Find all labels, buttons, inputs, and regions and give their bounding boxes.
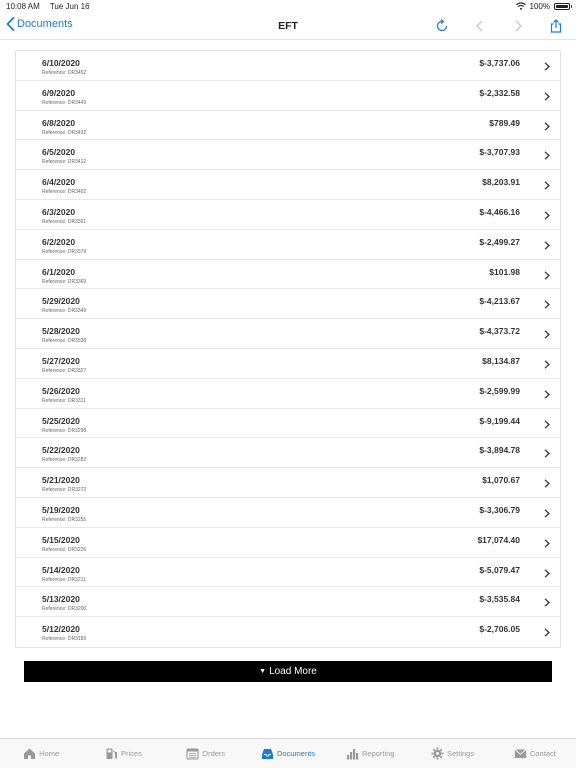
chevron-right-icon	[544, 211, 550, 220]
calendar-icon	[186, 747, 199, 760]
eft-row[interactable]	[16, 498, 560, 528]
eft-date: 5/26/2020	[42, 385, 80, 396]
status-bar	[0, 0, 576, 12]
eft-date: 6/10/2020	[42, 58, 80, 68]
eft-amount: $8,134.87	[482, 355, 520, 366]
eft-reference: Reference: DR3369	[42, 278, 87, 285]
eft-date: 5/19/2020	[42, 504, 80, 515]
eft-amount: $17,074.40	[477, 534, 520, 545]
tab-prices[interactable]	[82, 739, 164, 768]
eft-date: 6/5/2020	[42, 147, 76, 158]
eft-row[interactable]	[16, 409, 560, 439]
eft-reference: Reference: DR3311	[42, 397, 86, 404]
eft-date: 6/9/2020	[42, 87, 76, 98]
envelope-icon	[514, 747, 527, 760]
eft-amount: $-3,306.79	[479, 504, 520, 515]
tab-settings[interactable]	[411, 739, 493, 768]
eft-amount: $789.49	[489, 117, 520, 128]
tab-label: Contact	[529, 749, 556, 758]
back-button-label: Documents	[17, 18, 73, 30]
eft-date: 5/22/2020	[42, 445, 80, 456]
eft-row[interactable]	[16, 528, 560, 558]
battery-icon	[554, 3, 570, 10]
eft-row[interactable]	[16, 319, 560, 349]
eft-date: 6/3/2020	[42, 206, 76, 217]
eft-amount: $-2,706.05	[479, 624, 520, 635]
gear-icon	[431, 747, 444, 760]
fuel-pump-icon	[105, 747, 118, 760]
eft-amount: $-2,599.99	[479, 385, 520, 396]
eft-amount: $-3,737.06	[479, 58, 520, 68]
eft-date: 6/4/2020	[42, 177, 76, 188]
chevron-right-icon	[544, 151, 550, 160]
eft-reference: Reference: DR3412	[42, 159, 87, 166]
eft-document-list	[15, 50, 561, 648]
eft-reference: Reference: DR3338	[42, 338, 87, 345]
battery-level	[556, 5, 568, 8]
tab-home[interactable]	[0, 739, 82, 768]
share-button[interactable]	[546, 17, 566, 35]
chevron-right-icon	[544, 300, 550, 309]
eft-row[interactable]	[16, 200, 560, 230]
chevron-right-icon	[544, 62, 550, 71]
eft-date: 5/13/2020	[42, 594, 80, 605]
eft-reference: Reference: DR3211	[42, 576, 86, 583]
eft-row[interactable]	[16, 349, 560, 379]
eft-reference: Reference: DR3272	[42, 487, 87, 494]
eft-reference: Reference: DR3189	[42, 636, 87, 643]
eft-reference: Reference: DR3255	[42, 516, 87, 523]
chevron-right-icon	[544, 92, 550, 101]
eft-date: 5/27/2020	[42, 355, 80, 366]
eft-date: 5/15/2020	[42, 534, 80, 545]
eft-row[interactable]	[16, 51, 560, 81]
eft-row[interactable]	[16, 617, 560, 647]
eft-date: 5/29/2020	[42, 296, 80, 307]
tab-contact[interactable]	[494, 739, 576, 768]
tab-label: Home	[39, 749, 60, 758]
tab-bar	[0, 738, 576, 768]
eft-row[interactable]	[16, 260, 560, 290]
eft-reference: Reference: DR3327	[42, 367, 87, 374]
chevron-right-icon	[544, 122, 550, 131]
chevron-right-icon	[544, 330, 550, 339]
navigation-bar	[0, 12, 576, 40]
eft-row[interactable]	[16, 81, 560, 111]
refresh-button[interactable]	[432, 17, 452, 35]
eft-amount: $101.98	[489, 266, 520, 277]
chevron-right-icon	[511, 19, 525, 33]
eft-row[interactable]	[16, 587, 560, 617]
chevron-right-icon	[544, 360, 550, 369]
eft-amount: $-3,894.78	[479, 445, 520, 456]
caret-down-icon: ▼	[259, 668, 267, 675]
chevron-left-icon	[473, 19, 487, 33]
share-icon	[549, 19, 563, 33]
eft-date: 5/21/2020	[42, 475, 80, 486]
eft-reference: Reference: DR3402	[42, 189, 87, 196]
tab-label: Reporting	[362, 749, 395, 758]
chevron-right-icon	[544, 449, 550, 458]
eft-amount: $-3,535.84	[479, 594, 520, 605]
eft-row[interactable]	[16, 140, 560, 170]
chevron-right-icon	[544, 420, 550, 429]
eft-amount: $-4,373.72	[479, 326, 520, 337]
chevron-right-icon	[544, 241, 550, 250]
eft-reference: Reference: DR3200	[42, 606, 87, 613]
eft-date: 5/12/2020	[42, 624, 80, 635]
eft-reference: Reference: DR3349	[42, 308, 87, 315]
tab-label: Orders	[202, 749, 226, 758]
eft-date: 5/14/2020	[42, 564, 80, 575]
eft-reference: Reference: DR3443	[42, 99, 87, 106]
eft-row[interactable]	[16, 558, 560, 588]
eft-amount: $-4,466.16	[479, 206, 520, 217]
chevron-right-icon	[544, 628, 550, 637]
eft-reference: Reference: DR3391	[42, 218, 87, 225]
eft-reference: Reference: DR3226	[42, 546, 87, 553]
eft-amount: $-9,199.44	[479, 415, 520, 426]
previous-button[interactable]	[470, 17, 490, 35]
inbox-icon	[261, 747, 274, 760]
page-title: EFT	[278, 20, 298, 32]
eft-amount: $-4,213.67	[479, 296, 520, 307]
status-date: Tue Jun 16	[49, 1, 90, 11]
eft-reference: Reference: DR3432	[42, 129, 87, 136]
chevron-right-icon	[544, 181, 550, 190]
eft-reference: Reference: DR3282	[42, 457, 87, 464]
chevron-right-icon	[544, 271, 550, 280]
eft-amount: $8,203.91	[482, 177, 520, 188]
eft-amount: $-2,332.58	[479, 87, 520, 98]
wifi-icon	[516, 2, 526, 10]
tab-reporting[interactable]	[329, 739, 411, 768]
eft-date: 5/28/2020	[42, 326, 80, 337]
eft-row[interactable]	[16, 111, 560, 141]
eft-date: 6/8/2020	[42, 117, 76, 128]
eft-row[interactable]	[16, 289, 560, 319]
next-button[interactable]	[508, 17, 528, 35]
chevron-right-icon	[544, 569, 550, 578]
eft-amount: $-5,079.47	[479, 564, 520, 575]
eft-date: 6/1/2020	[42, 266, 76, 277]
tab-orders[interactable]	[165, 739, 247, 768]
status-time: 10:08 AM	[6, 1, 40, 11]
home-icon	[23, 747, 36, 760]
tab-documents[interactable]	[247, 739, 329, 768]
eft-amount: $1,070.67	[482, 475, 520, 486]
chevron-right-icon	[544, 509, 550, 518]
eft-row[interactable]	[16, 468, 560, 498]
chevron-right-icon	[544, 539, 550, 548]
load-more-label: Load More	[269, 666, 317, 677]
eft-row[interactable]	[16, 438, 560, 468]
eft-amount: $-3,707.93	[479, 147, 520, 158]
chevron-right-icon	[544, 598, 550, 607]
eft-row[interactable]	[16, 379, 560, 409]
bar-chart-icon	[346, 747, 359, 760]
eft-reference: Reference: DR3298	[42, 427, 87, 434]
eft-row[interactable]	[16, 170, 560, 200]
tab-label: Prices	[121, 749, 142, 758]
eft-date: 5/25/2020	[42, 415, 80, 426]
battery-percent: 100%	[529, 1, 550, 11]
eft-row[interactable]	[16, 230, 560, 260]
chevron-right-icon	[544, 390, 550, 399]
eft-reference: Reference: DR3452	[42, 70, 87, 76]
tab-label: Settings	[446, 749, 475, 758]
eft-amount: $-2,499.27	[479, 236, 520, 247]
eft-date: 6/2/2020	[42, 236, 76, 247]
tab-label: Documents	[277, 749, 315, 758]
load-more-button[interactable]	[24, 661, 552, 682]
eft-reference: Reference: DR3379	[42, 248, 87, 255]
refresh-icon	[435, 19, 449, 33]
chevron-right-icon	[544, 479, 550, 488]
